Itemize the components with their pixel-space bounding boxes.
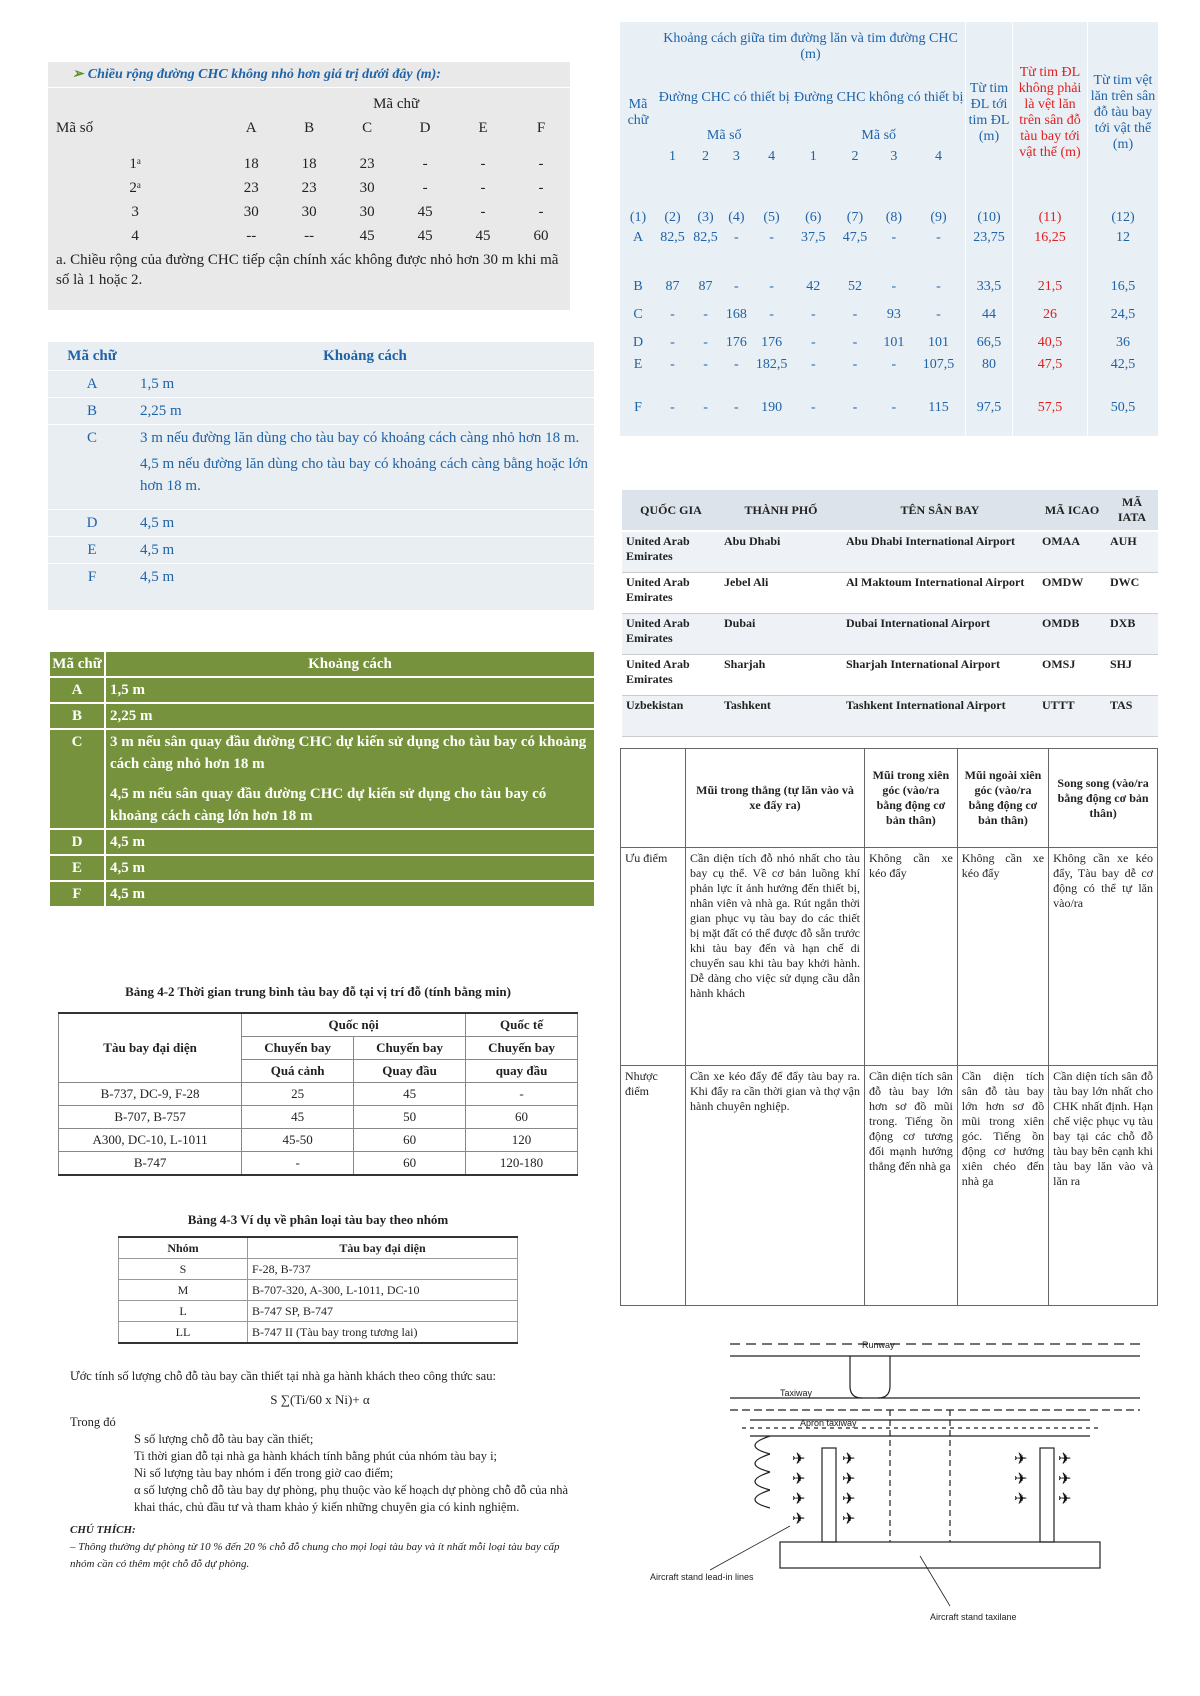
table-row: LL B-747 II (Tàu bay trong tương lai) [119, 1322, 518, 1344]
runway-width-table [48, 92, 570, 248]
apron-taxiway-label: Apron taxiway [800, 1418, 857, 1428]
table-row: A 1,5 m [49, 677, 595, 703]
aircraft-icon: ✈ [792, 1489, 806, 1508]
table-row: E - - - 182,5 - - - 107,5 80 47,5 42,5 [620, 357, 1158, 400]
stand-taxilane-label: Aircraft stand taxilane [930, 1612, 1017, 1622]
table-row: F 4,5 m [48, 564, 594, 591]
table-row: C 3 m nếu đường lăn dùng cho tàu bay có khoảng cách càng nhỏ hơn 18 m. 4,5 m nếu đường lăn dùng cho tàu bay có khoảng cách càng bằng hoặc lớn hơn 18 m. [48, 425, 594, 510]
code-letter-header: Mã chữ [48, 342, 136, 371]
aircraft-icon: ✈ [792, 1469, 806, 1488]
runway-width-table-panel [48, 62, 570, 310]
table-row: D - - 176 176 - - 101 101 66,5 40,5 36 [620, 329, 1158, 357]
table-row: B-737, DC-9, F-28 25 45 - [59, 1083, 578, 1106]
taxiway-clearance-panel [48, 342, 594, 610]
letter-header: E [478, 119, 488, 136]
clearance-header: Khoảng cách [136, 342, 594, 371]
aircraft-icon: ✈ [842, 1489, 856, 1508]
letter-header: D [419, 119, 431, 136]
table-row: B 2,25 m [49, 703, 595, 729]
aircraft-icon: ✈ [1014, 1489, 1028, 1508]
aircraft-group-table: Nhóm Tàu bay đại diện S F-28, B-737 M B-707-320, A-300, L-1011, DC-10 L B-747 SP, B-747 LL B-747 II (Tàu bay trong tương lai) [118, 1236, 518, 1344]
table-row: D 4,5 m [49, 829, 595, 855]
letter-header: F [536, 119, 546, 136]
apron-diagram-svg [650, 1336, 1140, 1632]
table-row: Nhược điểm Cần xe kéo đẩy để đẩy tàu bay ra. Khi đẩy ra cần thời gian và thợ vận hành chuyên nghiệp. Cần diện tích sân đỗ tàu bay lớn hơn sơ đồ mũi trong. Tiếng ồn động cơ tương đối mạnh hướng thẳng đến nhà ga Cần diện tích sân đỗ tàu bay lớn hơn sơ đồ mũi trong xiên góc. Tiếng ồn động cơ hướng xiên chéo đến nhà ga Cần diện tích sân đỗ tàu bay lớn nhất cho CHK nhất định. Hạn chế việc phục vụ tàu bay tại các chỗ đỗ tàu bay bên cạnh khi tàu bay lăn vào và lăn ra [621, 1066, 1158, 1306]
table-row: B-747 - 60 120-180 [59, 1152, 578, 1176]
definition-ni: Ni số lượng tàu bay nhóm i đến trong giờ cao điểm; [134, 1466, 394, 1480]
parking-config-table: Mũi trong thẳng (tự lăn vào và xe đẩy ra) Mũi trong xiên góc (vào/ra bằng động cơ bản thân) Mũi ngoài xiên góc (vào/ra bằng động cơ bản thân) Song song (vào/ra bằng động cơ bản thân) Ưu điểm Cần diện tích đỗ nhỏ nhất cho tàu bay cụ thể. Về cơ bản luồng khí phản lực ít ảnh hưởng đến thiết bị, nhân viên và nhà ga. Rút ngắn thời gian phục vụ tàu bay do các thiết bị mặt đất có thể được đỗ sẵn trước khi tàu bay đến và hạn chế di chuyển sau khi tàu bay khởi hành. Dễ dàng cho việc sử dụng cầu dẫn hành khách Không cần xe kéo đẩy Không cần xe kéo đẩy Không cần xe kéo đẩy, Tàu bay dễ cơ động có thể tự lăn vào/ra Nhược điểm Cần xe kéo đẩy để đẩy tàu bay ra. Khi đẩy ra cần thời gian và thợ vận hành chuyên nghiệp. Cần diện tích sân đỗ tàu bay lớn hơn sơ đồ mũi trong. Tiếng ồn động cơ tương đối mạnh hướng thẳng đến nhà ga Cần diện tích sân đỗ tàu bay lớn hơn sơ đồ mũi trong xiên góc. Tiếng ồn động cơ hướng xiên chéo đến nhà ga Cần diện tích sân đỗ tàu bay lớn nhất cho CHK nhất định. Hạn chế việc phục vụ tàu bay tại các chỗ đỗ tàu bay bên cạnh khi tàu bay lăn vào và lăn ra [620, 748, 1158, 1306]
table-row: B-707, B-757 45 50 60 [59, 1106, 578, 1129]
table-row: United Arab Emirates Sharjah Sharjah International Airport OMSJ SHJ [622, 655, 1158, 696]
aircraft-icon: ✈ [1058, 1469, 1072, 1488]
table-row: United Arab Emirates Dubai Dubai International Airport OMDB DXB [622, 614, 1158, 655]
taxiway-label: Taxiway [780, 1388, 813, 1398]
column-number-row: (1) (2) (3) (4) (5) (6) (7) (8) (9) (10) (11) (12) [620, 205, 1158, 230]
apron-layout-diagram [650, 1336, 1140, 1632]
stand-time-table: Tàu bay đại diện Quốc nội Quốc tế Chuyến bay Chuyến bay Chuyến bay Quá cảnh Quay đầu quay đầu B-737, DC-9, F-28 25 45 - B-707, B-757 45 50 60 A300, DC-10, L-1011 45-50 60 120 B-747 - 60 120-180 [58, 1012, 578, 1176]
table-row: 1ᵃ 18 18 23 - - - [129, 155, 544, 172]
table-row: 3 30 30 30 45 - - [131, 203, 544, 220]
aircraft-icon: ✈ [1058, 1489, 1072, 1508]
table-row: B 2,25 m [48, 398, 594, 425]
note-text: – Thông thường dự phòng từ 10 % đến 20 % chỗ đỗ chung cho mọi loại tàu bay và ít nhất mỗi loại tàu bay cấp nhóm cần có thêm một chỗ đỗ dự phòng. [70, 1541, 560, 1570]
table-row: M B-707-320, A-300, L-1011, DC-10 [119, 1280, 518, 1301]
aircraft-icon: ✈ [842, 1469, 856, 1488]
letter-header: A [245, 119, 257, 136]
turnpad-clearance-panel [48, 650, 596, 932]
stand-time-block [58, 984, 578, 1176]
table-caption: Bảng 4-2 Thời gian trung bình tàu bay đỗ tại vị trí đỗ (tính bằng min) [125, 984, 511, 999]
leadin-label: Aircraft stand lead-in lines [650, 1572, 754, 1582]
table-row: 2ᵃ 23 23 30 - - - [129, 179, 544, 196]
table-row: 4 -- -- 45 45 45 60 [131, 227, 549, 244]
table-row: F 4,5 m [49, 881, 595, 907]
turnpad-clearance-table [48, 650, 596, 908]
parking-config-panel [620, 748, 1158, 1306]
table-row: F - - - 190 - - - 115 97,5 57,5 50,5 [620, 400, 1158, 436]
runway-width-note: a. Chiều rộng của đường CHC tiếp cận chính xác không được nhỏ hơn 30 m khi mã số là 1 hoặc 2. [56, 252, 559, 288]
runway-width-heading: ➢ Chiều rộng đường CHC không nhỏ hơn giá trị dưới đây (m): [72, 67, 441, 82]
definition-alpha: α số lượng chỗ đỗ tàu bay dự phòng, phụ thuộc vào kế hoạch dự phòng chỗ đỗ của nhà khai thác, chủ đầu tư và tham khảo ý kiến những chuyên gia có kinh nghiệm. [134, 1483, 569, 1514]
table-row: A 1,5 m [48, 371, 594, 398]
table-row: United Arab Emirates Jebel Ali Al Maktoum International Airport OMDW DWC [622, 573, 1158, 614]
aircraft-icon: ✈ [792, 1509, 806, 1528]
taxiway-clearance-table [48, 342, 594, 590]
formula: S ∑(Ti/60 x Ni)+ α [270, 1392, 370, 1407]
airport-codes-panel [622, 490, 1158, 737]
arrow-icon: ➢ [72, 67, 84, 82]
aircraft-icon: ✈ [1014, 1449, 1028, 1468]
table-row: A 82,5 82,5 - - 37,5 47,5 - - 23,75 16,25 12 [620, 230, 1158, 273]
note-title: CHÚ THÍCH: [70, 1524, 136, 1536]
table-row: United Arab Emirates Abu Dhabi Abu Dhabi International Airport OMAA AUH [622, 531, 1158, 573]
table-row: E 4,5 m [48, 537, 594, 564]
table-caption: Bảng 4-3 Ví dụ về phân loại tàu bay theo nhóm [187, 1212, 449, 1227]
clearance-header: Khoảng cách [105, 651, 595, 677]
table-row: Ưu điểm Cần diện tích đỗ nhỏ nhất cho tàu bay cụ thể. Về cơ bản luồng khí phản lực ít ảnh hưởng đến thiết bị, nhân viên và nhà ga. Rút ngắn thời gian phục vụ tàu bay do các thiết bị mặt đất có thể được đỗ sẵn trước khi tàu bay đến và hạn chế di chuyển sau khi tàu bay khởi hành. Dễ dàng cho việc sử dụng cầu dẫn hành khách Không cần xe kéo đẩy Không cần xe kéo đẩy Không cần xe kéo đẩy, Tàu bay dễ cơ động có thể tự lăn vào/ra [621, 848, 1158, 1066]
aircraft-icon: ✈ [792, 1449, 806, 1468]
formula-text-block [70, 1368, 570, 1573]
definition-s: S số lượng chỗ đỗ tàu bay cần thiết; [134, 1432, 314, 1446]
aircraft-icon: ✈ [1058, 1449, 1072, 1468]
runway-label: Runway [862, 1340, 895, 1350]
table-row: C 3 m nếu sân quay đầu đường CHC dự kiến sử dụng cho tàu bay có khoảng cách càng nhỏ hơn 18 m 4,5 m nếu sân quay đầu đường CHC dự kiến sử dụng cho tàu bay có khoảng cách càng lớn hơn 18 m [49, 729, 595, 829]
airport-codes-table: QUỐC GIA THÀNH PHỐ TÊN SÂN BAY MÃ ICAO MÃ IATA United Arab Emirates Abu Dhabi Abu Dhabi International Airport OMAA AUH United Arab Emirates Jebel Ali Al Maktoum International Airport OMDW DWC United Arab Emirates Dubai Dubai International Airport OMDB DXB United Arab Emirates Sharjah Sharjah International Airport OMSJ SHJ Uzbekistan Tashkent Tashkent International Airport UTTT TAS [622, 490, 1158, 737]
separation-table-panel [620, 22, 1158, 436]
letter-header: B [304, 119, 315, 136]
formula-intro: Ước tính số lượng chỗ đỗ tàu bay cần thiết tại nhà ga hành khách theo công thức sau: [70, 1369, 496, 1383]
aircraft-icon: ✈ [842, 1509, 856, 1528]
separation-table: Mã chữ Khoảng cách giữa tim đường lăn và tim đường CHC (m) Từ tim ĐL tới tim ĐL (m) Từ tim ĐL không phải là vệt lăn trên sân đỗ tàu bay tới vật thể (m) Từ tim vệt lăn trên sân đỗ tàu bay tới vật thể (m) Đường CHC có thiết bị Đường CHC không có thiết bị Mã số Mã số 1 2 3 4 1 2 3 4 (1) (2) (3) (4) (5) (6) (7) (8) (9) (10) (11) (12) A 82,5 82,5 - - 37,5 47,5 - - 23,75 16,25 12 B 87 87 - - 42 52 - - 33,5 21,5 16,5 C - - 168 - - - 93 - 44 26 24,5 D - - 176 176 - - 101 101 66,5 40,5 36 E - - - 182,5 - - - 107,5 80 47,5 42,5 F - - - 190 - - - 115 97,5 57,5 50,5 [620, 22, 1158, 436]
table-row: E 4,5 m [49, 855, 595, 881]
table-row: S F-28, B-737 [119, 1259, 518, 1280]
table-row: L B-747 SP, B-747 [119, 1301, 518, 1322]
table-row: Uzbekistan Tashkent Tashkent International Airport UTTT TAS [622, 696, 1158, 737]
table-row: D 4,5 m [48, 510, 594, 537]
code-number-header: Mã số [56, 119, 94, 136]
table-row: A300, DC-10, L-1011 45-50 60 120 [59, 1129, 578, 1152]
formula-where: Trong đó [70, 1415, 116, 1429]
table-row: B 87 87 - - 42 52 - - 33,5 21,5 16,5 [620, 273, 1158, 301]
table-row: C - - 168 - - - 93 - 44 26 24,5 [620, 301, 1158, 329]
aircraft-group-block [118, 1212, 518, 1344]
definition-ti: Ti thời gian đỗ tại nhà ga hành khách tính bằng phút của nhóm tàu bay i; [134, 1449, 498, 1463]
aircraft-icon: ✈ [1014, 1469, 1028, 1488]
code-letter-header: Mã chữ [373, 95, 420, 112]
letter-header: C [362, 119, 373, 136]
code-letter-header: Mã chữ [49, 651, 105, 677]
aircraft-icon: ✈ [842, 1449, 856, 1468]
